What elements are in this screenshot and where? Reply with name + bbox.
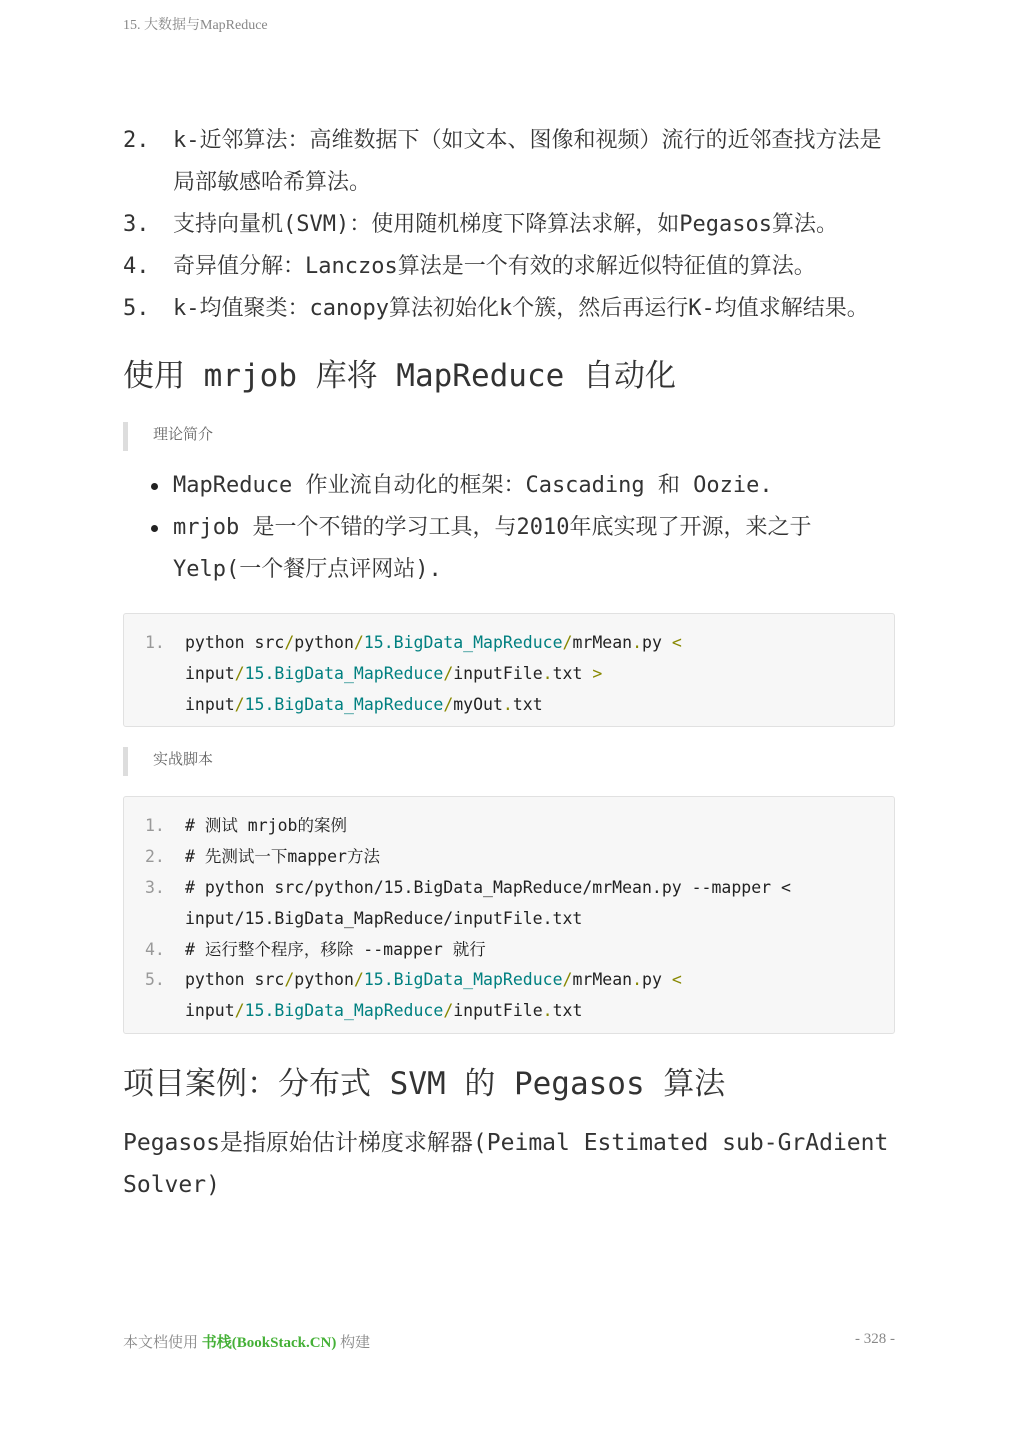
code-token: python src	[185, 970, 285, 990]
line-number: 1.	[145, 633, 165, 652]
code-token: .	[264, 1001, 275, 1021]
code-block-script	[123, 796, 895, 1034]
bullet-icon	[123, 507, 173, 591]
page-content	[123, 120, 895, 1206]
code-token: .	[542, 1001, 553, 1021]
code-text	[185, 628, 894, 720]
list-text: mrjob 是一个不错的学习工具，与2010年底实现了开源，来之于Yelp(一个餐厅点评网站).	[173, 515, 812, 582]
code-token: .	[383, 633, 394, 652]
code-block-command	[123, 613, 895, 727]
code-token: BigData_MapReduce	[274, 1001, 444, 1021]
line-number: 2.	[145, 847, 165, 867]
code-comment: # 测试 mrjob的案例	[185, 816, 347, 836]
list-number: 2.	[123, 128, 150, 153]
paragraph-pegasos: Pegasos是指原始估计梯度求解器(Peimal Estimated sub-GrAdient Solver)	[123, 1129, 889, 1198]
code-token: BigData_MapReduce	[393, 970, 563, 990]
code-token: 15	[244, 694, 265, 714]
code-token: .	[264, 694, 275, 714]
code-line	[124, 873, 894, 935]
code-token: /	[234, 663, 245, 683]
footer-prefix: 本文档使用	[123, 1335, 202, 1351]
code-comment: # python src/python/15.BigData_MapReduce/mrMean.py --mapper < input/15.BigData_MapReduce/inputFile.txt	[185, 877, 801, 928]
code-token: BigData_MapReduce	[274, 663, 444, 683]
list-item	[123, 465, 895, 507]
code-token: /	[284, 633, 295, 652]
code-token: /	[562, 633, 573, 652]
list-text: k-近邻算法：高维数据下（如文本、图像和视频）流行的近邻查找方法是局部敏感哈希算法。	[173, 128, 882, 195]
code-token: BigData_MapReduce	[274, 694, 444, 714]
bullet-icon	[123, 465, 173, 507]
code-line	[124, 935, 894, 966]
line-number: 3.	[145, 877, 165, 897]
code-token: 15	[244, 1001, 265, 1021]
list-number: 4.	[123, 254, 150, 279]
code-comment: # 运行整个程序，移除 --mapper 就行	[185, 939, 486, 959]
code-line	[124, 811, 894, 842]
code-token: .	[632, 970, 643, 990]
code-token: /	[234, 694, 245, 714]
code-token: /	[284, 970, 295, 990]
code-token: <	[671, 633, 682, 652]
list-text: 支持向量机(SVM)：使用随机梯度下降算法求解，如Pegasos算法。	[173, 212, 838, 237]
code-comment: # 先测试一下mapper方法	[185, 847, 380, 867]
code-token: py	[642, 970, 672, 990]
code-line	[124, 965, 894, 1027]
code-token: /	[562, 970, 573, 990]
bullet-list	[123, 465, 895, 591]
code-token: input	[185, 694, 235, 714]
code-token: python	[294, 970, 354, 990]
list-item	[123, 288, 895, 330]
footer-credit	[123, 1331, 370, 1352]
code-token: 15	[244, 663, 265, 683]
code-token: /	[353, 970, 364, 990]
code-token: .	[542, 663, 553, 683]
page-number: - 328 -	[855, 1331, 895, 1347]
list-number: 3.	[123, 212, 150, 237]
code-token: /	[353, 633, 364, 652]
code-token: .	[264, 663, 275, 683]
list-text: MapReduce 作业流自动化的框架：Cascading 和 Oozie.	[173, 473, 773, 498]
code-token: /	[443, 663, 454, 683]
section-heading-mrjob: 使用 mrjob 库将 MapReduce 自动化	[123, 358, 676, 394]
code-token: .	[383, 970, 394, 990]
section-heading-pegasos: 项目案例：分布式 SVM 的 Pegasos 算法	[123, 1065, 726, 1102]
code-token: txt	[552, 1001, 583, 1021]
code-token: inputFile	[453, 663, 543, 683]
list-item	[123, 120, 895, 204]
list-text: 奇异值分解：Lanczos算法是一个有效的求解近似特征值的算法。	[173, 254, 816, 279]
code-token: .	[502, 694, 513, 714]
code-line	[124, 842, 894, 873]
code-token: mrMean	[572, 633, 633, 652]
code-token: py	[642, 633, 672, 652]
code-token: /	[234, 1001, 245, 1021]
code-token: BigData_MapReduce	[393, 633, 563, 652]
footer-suffix: 构建	[336, 1335, 371, 1351]
list-item	[123, 246, 895, 288]
code-token: input	[185, 1001, 235, 1021]
list-text: k-均值聚类：canopy算法初始化k个簇，然后再运行K-均值求解结果。	[173, 296, 869, 321]
numbered-list	[123, 120, 895, 330]
list-item	[123, 204, 895, 246]
code-token: <	[671, 970, 682, 990]
line-number: 4.	[145, 939, 165, 959]
line-number: 5.	[145, 970, 165, 990]
blockquote-theory: 理论简介	[123, 422, 895, 451]
code-token: /	[443, 694, 454, 714]
list-item	[123, 507, 895, 591]
code-token: myOut	[453, 694, 503, 714]
code-token: /	[443, 1001, 454, 1021]
code-token: python src	[185, 633, 285, 652]
page-footer	[123, 1331, 895, 1352]
code-token: .	[632, 633, 643, 652]
code-token: 15	[363, 633, 384, 652]
code-token: inputFile	[453, 1001, 543, 1021]
code-token: >	[592, 663, 603, 683]
code-text	[185, 965, 894, 1027]
code-token: mrMean	[572, 970, 633, 990]
blockquote-script: 实战脚本	[123, 747, 895, 776]
code-token: txt	[512, 694, 543, 714]
code-token: 15	[363, 970, 384, 990]
code-line	[124, 628, 894, 720]
list-number: 5.	[123, 296, 150, 321]
code-token: txt	[552, 663, 593, 683]
footer-brand-link[interactable]: 书栈(BookStack.CN)	[201, 1335, 337, 1351]
running-header: 15. 大数据与MapReduce	[123, 18, 268, 33]
code-token: input	[185, 663, 235, 683]
code-token: python	[294, 633, 354, 652]
line-number: 1.	[145, 816, 165, 836]
